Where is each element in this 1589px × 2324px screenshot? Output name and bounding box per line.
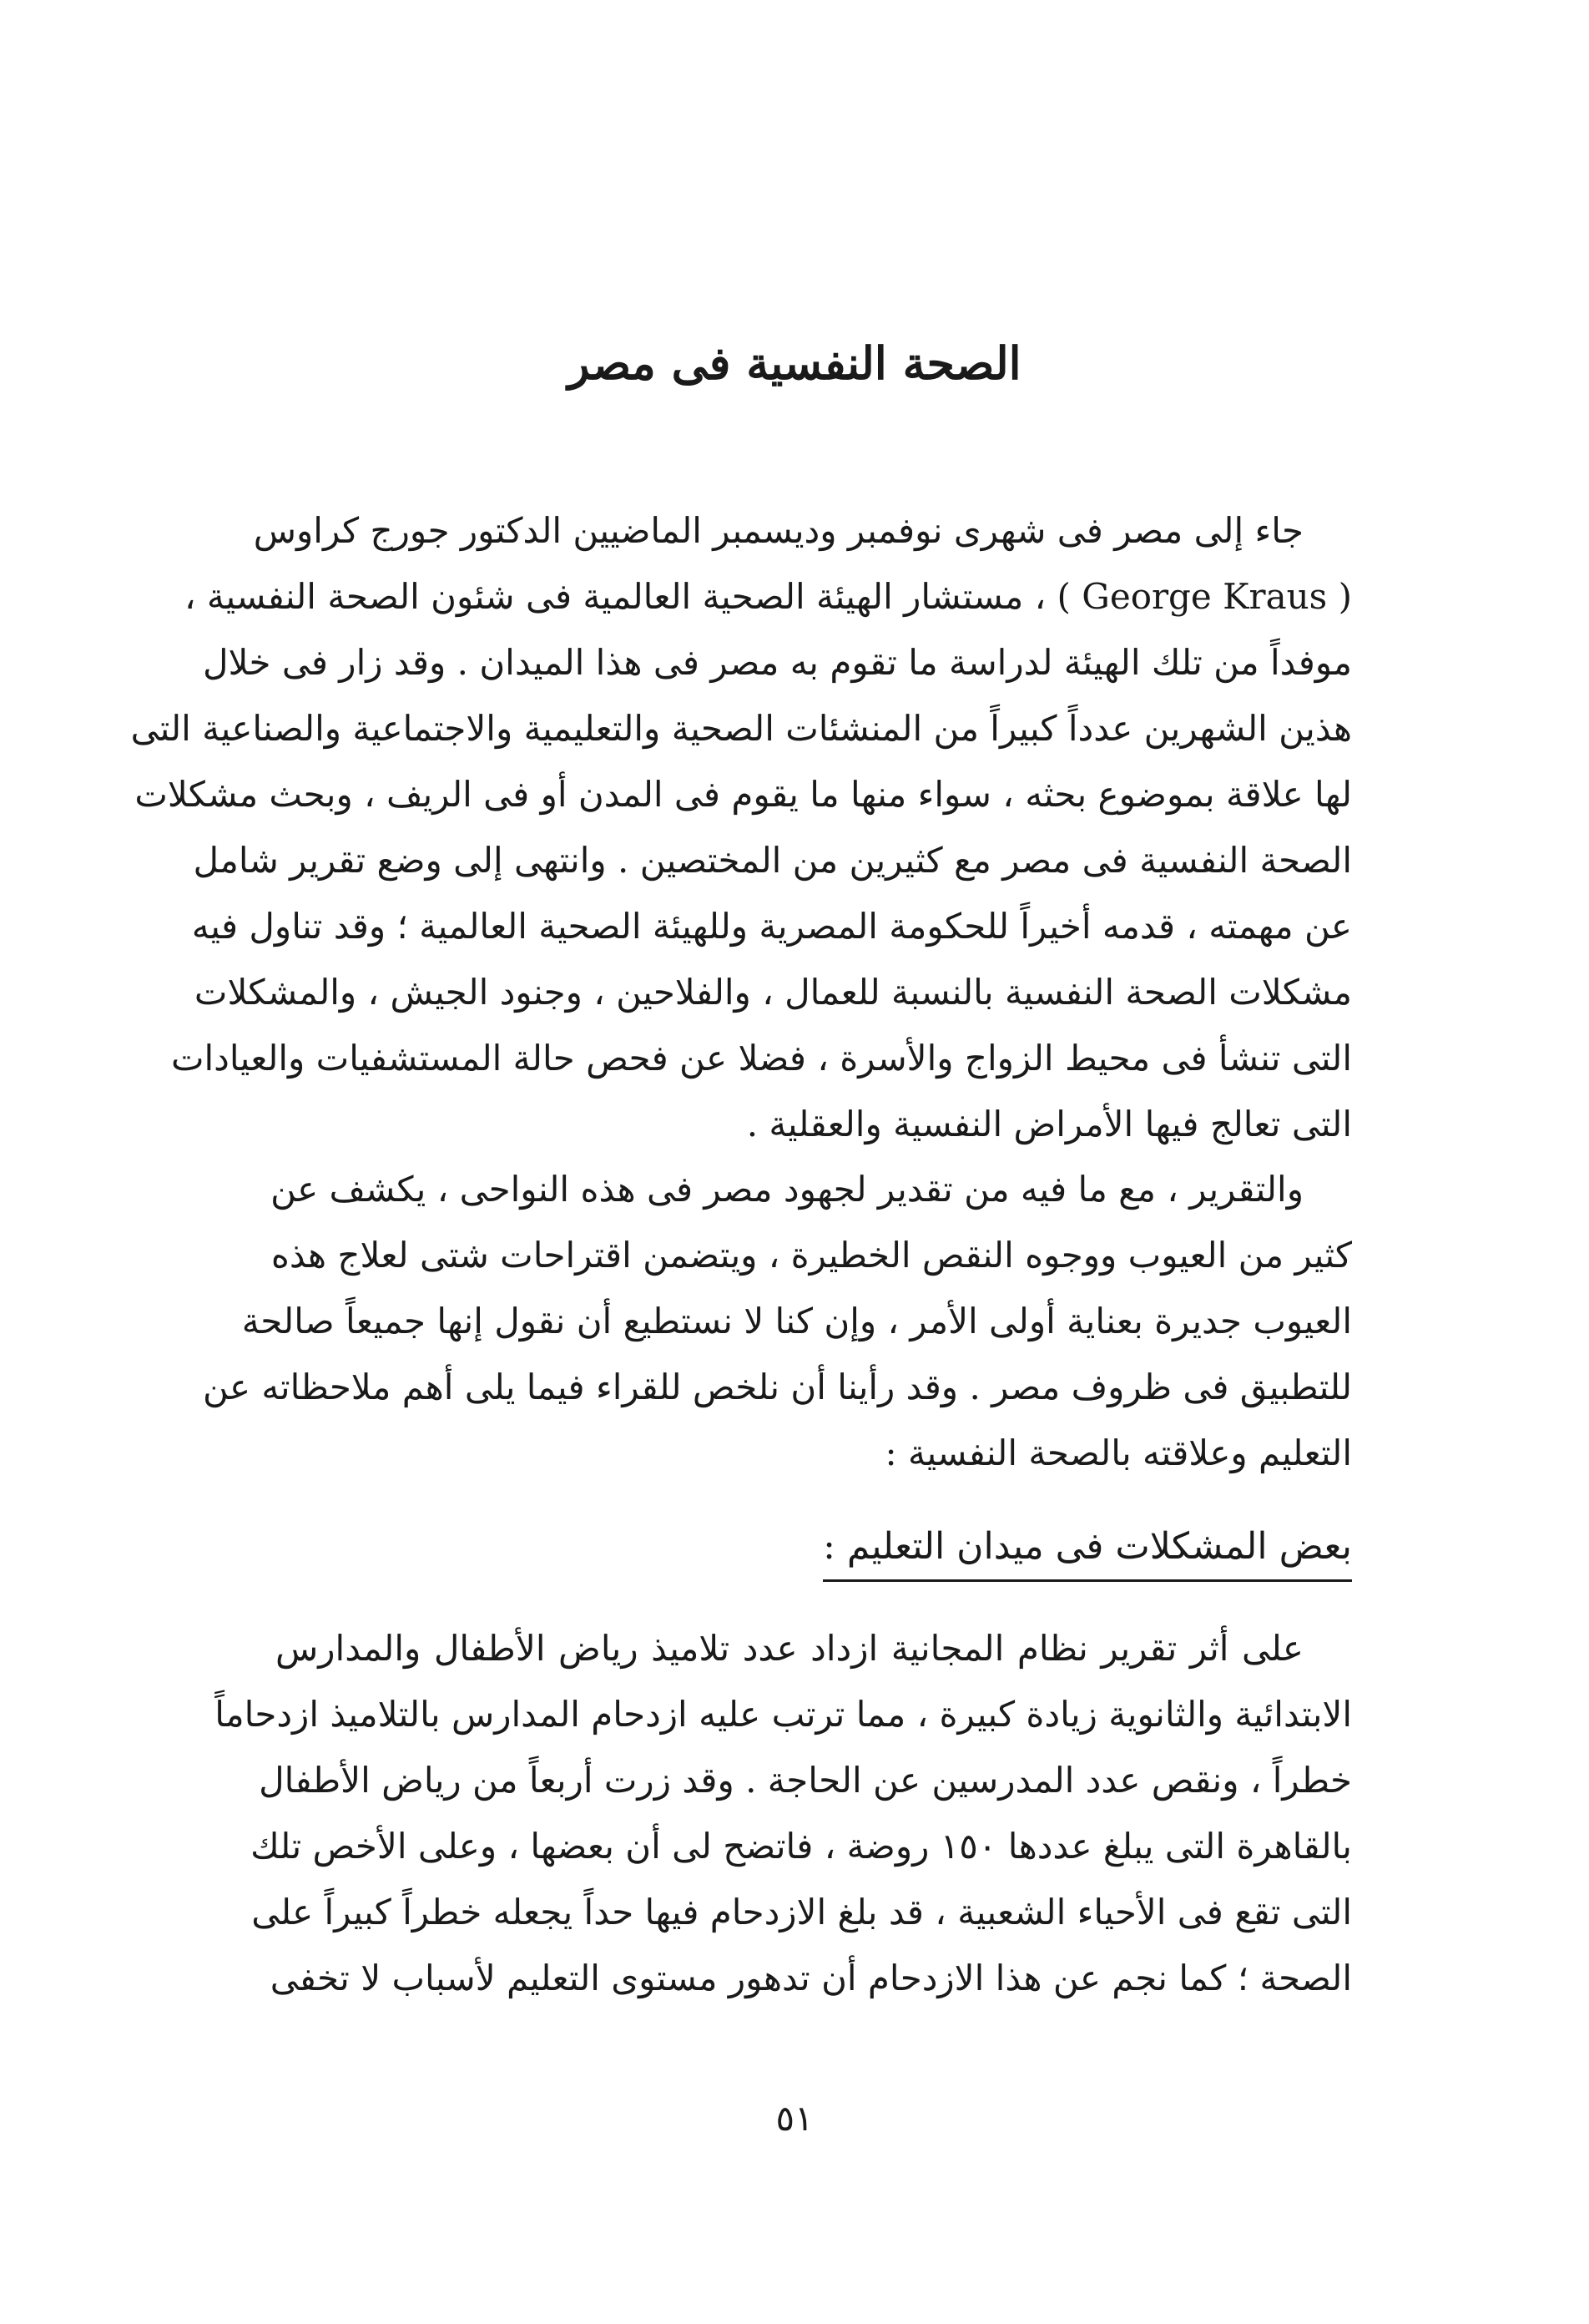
text-line: الصحة النفسية فى مصر مع كثيرين من المختصين . وانتهى إلى وضع تقرير شامل [193,840,1352,881]
education-paragraph [214,1615,1352,2011]
text-line: ( George Kraus ) ، مستشار الهيئة الصحية العالمية فى شئون الصحة النفسية ، [184,576,1352,617]
text-line: لها علاقة بموضوع بحثه ، سواء منها ما يقوم فى المدن أو فى الريف ، وبحث مشكلات [134,774,1352,815]
section-heading: بعض المشكلات فى ميدان التعليم : [823,1518,1352,1582]
text-line: هذين الشهرين عدداً كبيراً من المنشئات الصحية والتعليمية والاجتماعية والصناعية التى [130,708,1352,749]
text-line: الصحة ؛ كما نجم عن هذا الازدحام أن تدهور مستوى التعليم لأسباب لا تخفى [270,1958,1352,1998]
text-line: التى تقع فى الأحياء الشعبية ، قد بلغ الازدحام فيها حداً يجعله خطراً كبيراً على [251,1892,1352,1932]
text-line: الابتدائية والثانوية زيادة كبيرة ، مما ترتب عليه ازدحام المدارس بالتلاميذ ازدحاماً [214,1694,1352,1735]
text-line: للتطبيق فى ظروف مصر . وقد رأينا أن نلخص للقراء فيما يلى أهم ملاحظاته عن [203,1367,1352,1407]
section-heading-container [823,1518,1352,1582]
text-line: عن مهمته ، قدمه أخيراً للحكومة المصرية وللهيئة الصحية العالمية ؛ وقد تناول فيه [191,906,1352,947]
text-line: على أثر تقرير نظام المجانية ازداد عدد تلاميذ رياض الأطفال والمدارس [275,1628,1304,1669]
text-line: التى تعالج فيها الأمراض النفسية والعقلية . [746,1104,1352,1144]
text-line: والتقرير ، مع ما فيه من تقدير لجهود مصر فى هذه النواحى ، يكشف عن [270,1169,1304,1210]
text-line: التى تنشأ فى محيط الزواج والأسرة ، فضلا عن فحص حالة المستشفيات والعيادات [170,1038,1352,1079]
text-line: التعليم وعلاقته بالصحة النفسية : [885,1432,1352,1473]
text-line: العيوب جديرة بعناية أولى الأمر ، وإن كنا لا نستطيع أن نقول إنها جميعاً صالحة [241,1301,1352,1341]
page-number: ٥١ [775,2098,814,2139]
text-line: خطراً ، ونقص عدد المدرسين عن الحاجة . وقد زرت أربعاً من رياض الأطفال [259,1760,1352,1801]
report-paragraph [203,1156,1352,1486]
text-line: مشكلات الصحة النفسية بالنسبة للعمال ، والفلاحين ، وجنود الجيش ، والمشكلات [194,972,1352,1013]
intro-paragraph [130,498,1352,1157]
text-line: كثير من العيوب ووجوه النقص الخطيرة ، ويتضمن اقتراحات شتى لعلاج هذه [270,1235,1352,1276]
text-line: بالقاهرة التى يبلغ عددها ١٥٠ روضة ، فاتضح لى أن بعضها ، وعلى الأخص تلك [250,1826,1352,1867]
text-line: جاء إلى مصر فى شهرى نوفمبر وديسمبر الماضيين الدكتور جورج كراوس [253,510,1304,551]
page-title: الصحة النفسية فى مصر [568,336,1022,390]
text-line: موفداً من تلك الهيئة لدراسة ما تقوم به مصر فى هذا الميدان . وقد زار فى خلال [202,642,1352,683]
